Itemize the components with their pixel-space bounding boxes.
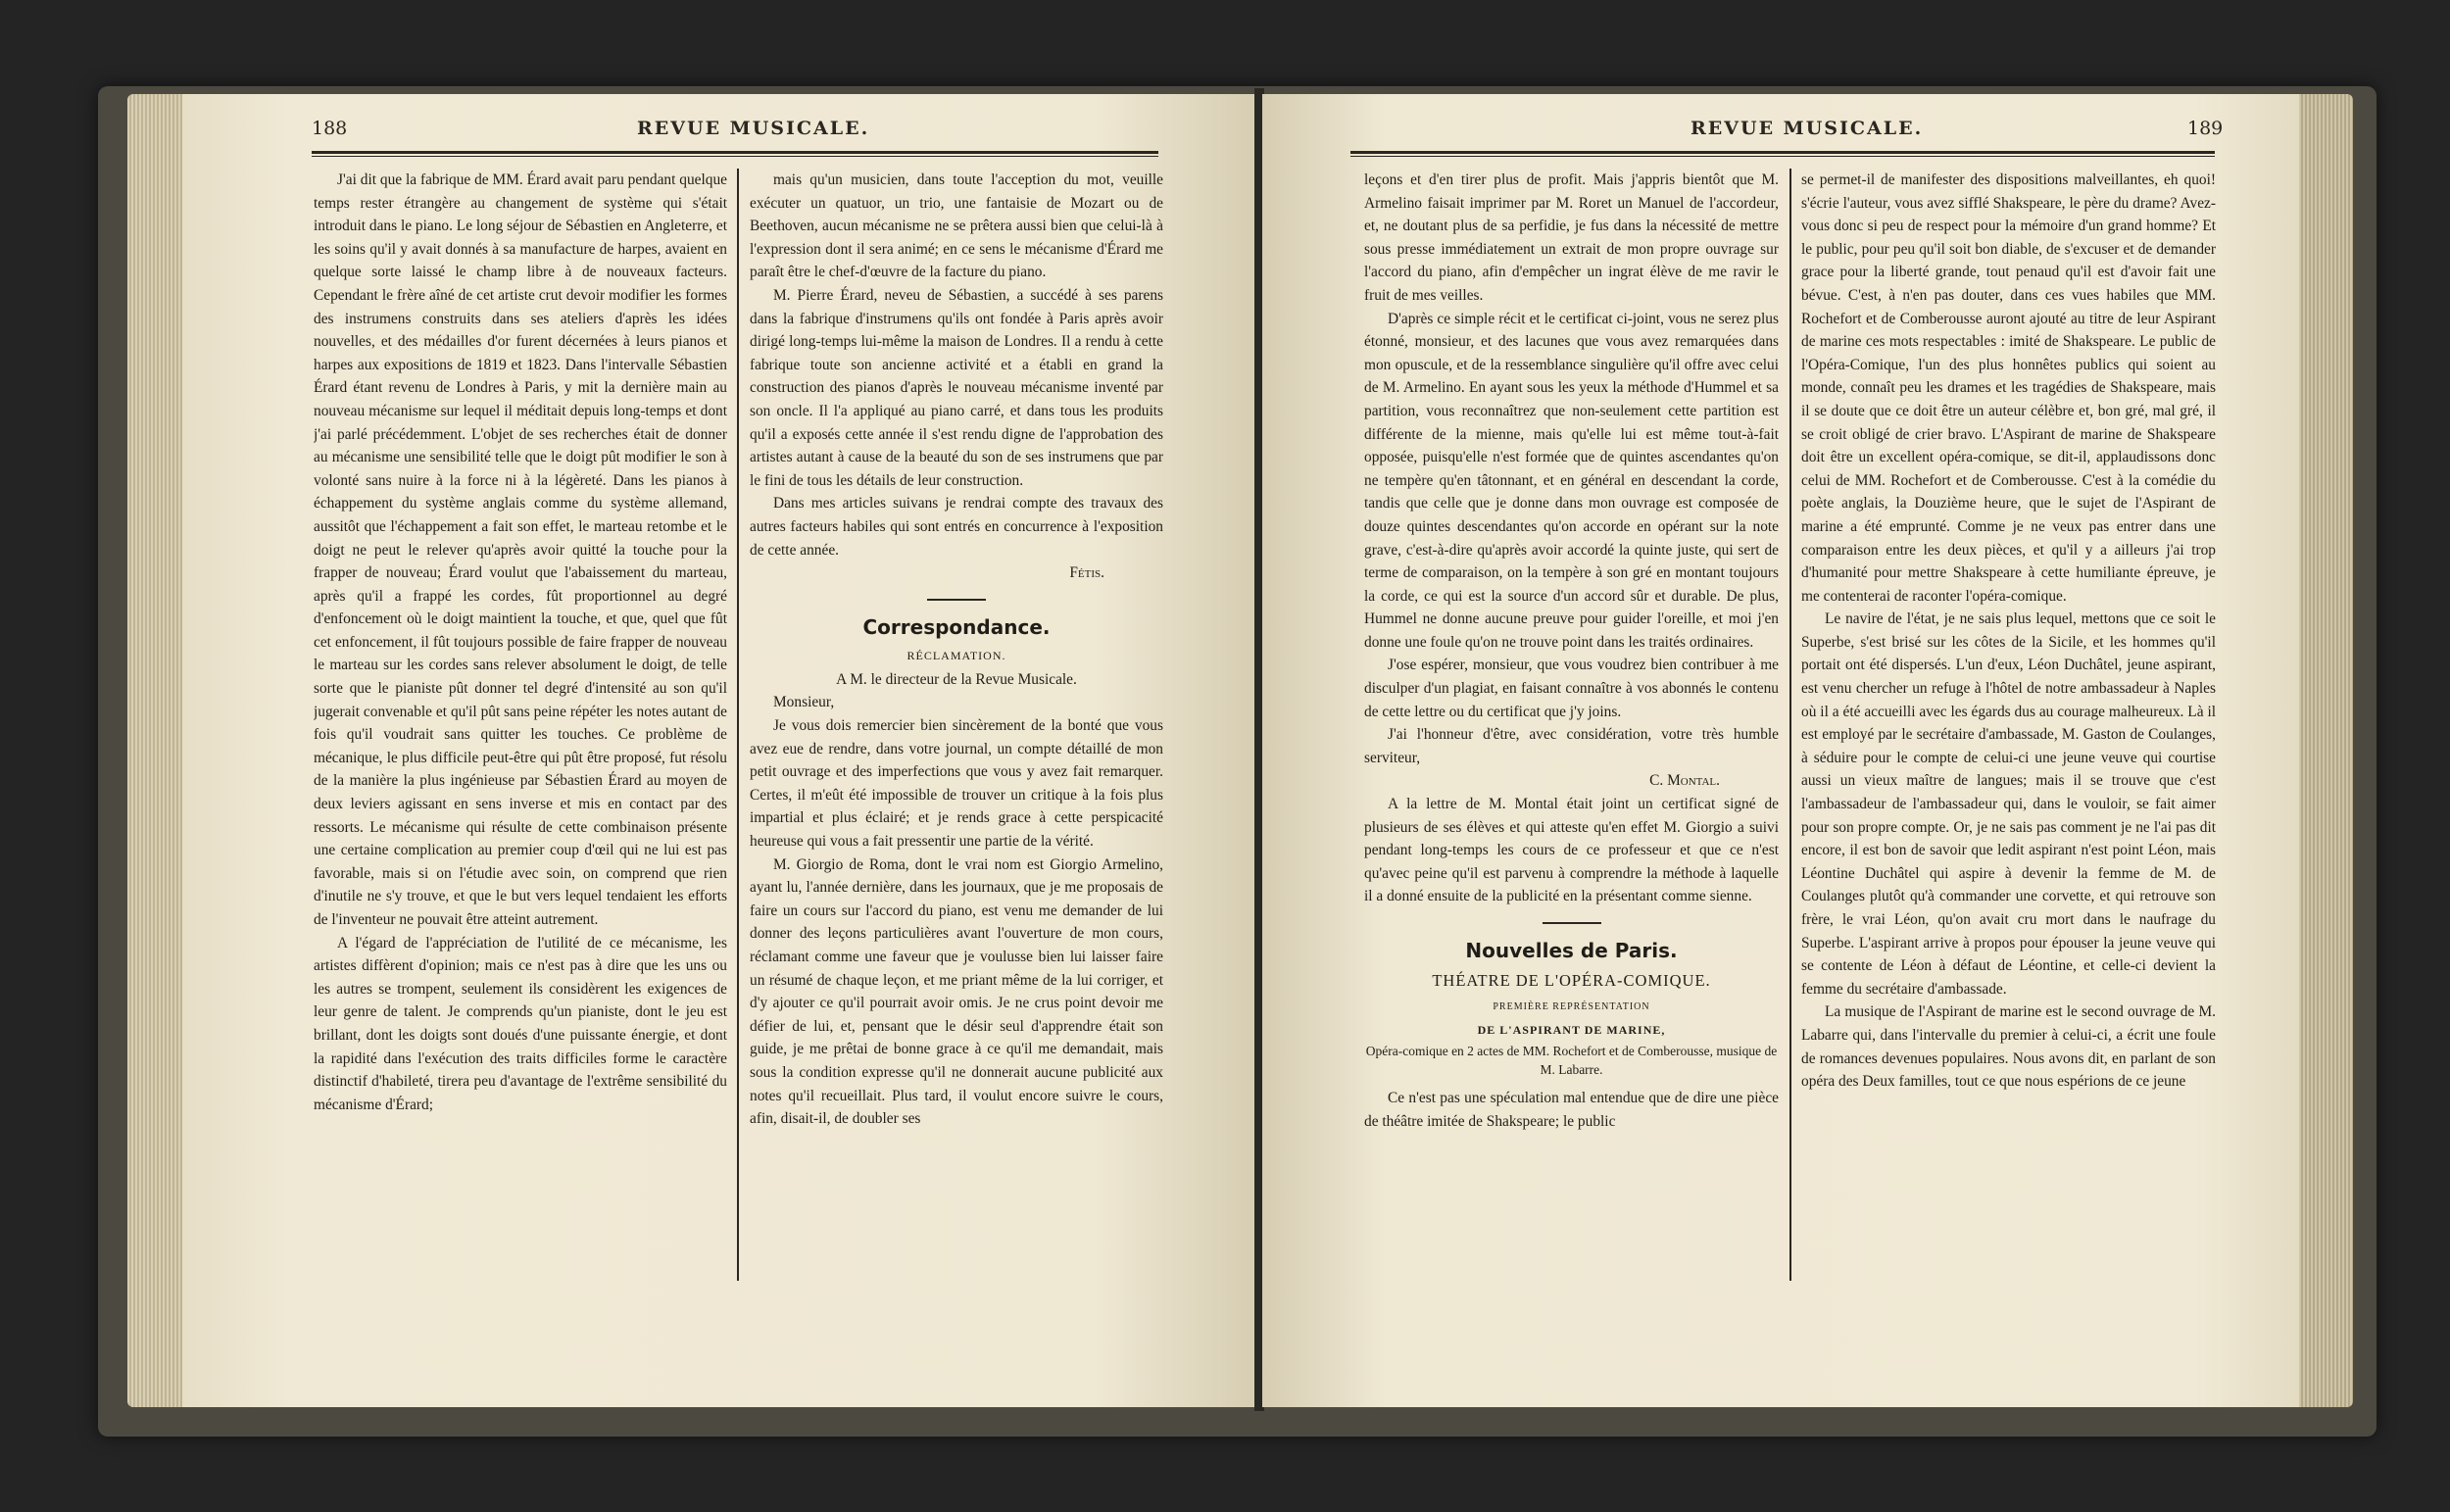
paragraph: M. Giorgio de Roma, dont le vrai nom est Giorgio Armelino, ayant lu, l'année dernière, dans les journaux, que je me proposais de faire un cours sur l'accord du piano, est venu me demander de lui donner des leçons particulières avant l'ouverture de mon cours, réclamant comme une faveur que je voulusse bien lui laisser faire un résumé de chaque leçon, et me priant même de la lui corriger, et d'y ajouter ce qu'il pourrait avoir omis. Je ne crus point devoir me défier de lui, et, pensant que le désir seul d'apprendre était son guide, je me prêtai de bonne grace à ce qu'il me demandait, mais sous la condition expresse qu'il ne donnerait aucune publicité aux notes qu'il recueillait. Plus tard, il voulut encore suivre le cours, afin, disait-il, de doubler ses — [750, 855, 1163, 1128]
section-title-correspondance: Correspondance. — [862, 614, 1051, 639]
paragraph: Le navire de l'état, je ne sais plus lequel, mettons que ce soit le Superbe, s'est brisé sur les côtes de la Sicile, et les hommes qu'il portait ont été dispersés. L'un d'eux, Léon Duchâtel, jeune aspirant, est venu chercher un refuge à l'hôtel de notre ambassadeur à Naples où il a été accueilli avec les égards dus au courage malheureux. Là il est employé par le secrétaire d'ambassade, M. Gaston de Coulanges, à séduire pour le compte de celui-ci une jeune veuve qui courtise aussi un vieux maître de langues; mais il se trouve que c'est l'ambassadeur de l'ambassadeur qui, dans le vouloir, se fait aimer pour son propre compte. Or, je ne sais pas comment je ne l'ai pas dit encore, il est bon de savoir que ledit aspirant n'est point Léon, mais Léontine Duchâtel qui aspire à devenir la femme de M. de Coulanges plutôt qu'à commander une corvette, et qui retrouve son frère, le vrai Léon, qu'on avait cru mort dans le naufrage du Superbe. L'aspirant arrive à propos pour épouser la jeune veuve qui se contente de Léon à défaut de Léontine, et celle-ci devient la femme du secrétaire d'ambassade. — [1801, 610, 2216, 998]
signature-fetis: Fétis. — [1069, 564, 1104, 582]
left-page-number: 188 — [312, 118, 348, 139]
subsection-reclamation: RÉCLAMATION. — [906, 649, 1006, 663]
paragraph: Dans mes articles suivans je rendrai compte des travaux des autres facteurs habiles qui sont entrés en concurrence à l'exposition de cette année. — [750, 495, 1163, 559]
right-column-divider — [1789, 169, 1791, 1281]
left-page-edges — [127, 94, 186, 1407]
left-column-2 — [750, 169, 1163, 1291]
right-running-head: REVUE MUSICALE. — [1690, 118, 1924, 139]
premiere-label: PREMIÈRE REPRÉSENTATION — [1493, 1001, 1650, 1013]
work-title: DE L'ASPIRANT DE MARINE, — [1477, 1022, 1666, 1037]
paragraph: J'ai l'honneur d'être, avec considération, votre très humble serviteur, — [1364, 726, 1779, 766]
right-page-number: 189 — [2187, 118, 2224, 139]
paragraph: Je vous dois remercier bien sincèrement de la bonté que vous avez eue de rendre, dans votre journal, un compte détaillé de mon petit ouvrage et des imperfections que vous y avez fait remarquer. Certes, il m'eût été impossible de trouver un critique à la fois plus impartial et plus éclairé; et je rends grace à cette perspicacité heureuse qui vous a fait pressentir une partie de la vérité. — [750, 717, 1163, 851]
paragraph: A la lettre de M. Montal était joint un certificat signé de plusieurs de ses élèves et qui atteste qu'en effet M. Giorgio a suivi pendant long-temps les cours de ce professeur et que ce n'est qu'avec peine qu'il est parvenu à comprendre la méthode à laquelle il a donné ensuite de la publicité en la présentant comme sienne. — [1364, 796, 1779, 905]
paragraph: Ce n'est pas une spéculation mal entendue que de dire une pièce de théâtre imitée de Shakspeare; le public — [1364, 1090, 1779, 1130]
left-head-rule — [312, 151, 1158, 157]
paragraph: leçons et d'en tirer plus de profit. Mais j'appris bientôt que M. Armelino faisait imprimer par M. Roret un Manuel de l'accordeur, et, ne doutant plus de sa perfidie, je fus dans la nécessité de mettre sous presse immédiatement un extrait de mon propre ouvrage sur l'accord du piano, afin d'empêcher un ingrat élève de me ravir le fruit de mes veilles. — [1364, 171, 1779, 304]
section-ornament-rule — [1543, 922, 1601, 924]
work-description: Opéra-comique en 2 actes de MM. Rochefort et de Comberousse, musique de M. Labarre. — [1365, 1044, 1778, 1078]
paragraph: La musique de l'Aspirant de marine est le second ouvrage de M. Labarre qui, dans l'intervalle du premier à celui-ci, a écrit une foule de romances devenues populaires. Nous avons dit, en parlant de son opéra des Deux familles, tout ce que nous espérions de ce jeune — [1801, 1003, 2216, 1091]
addressee-line: A M. le directeur de la Revue Musicale. — [836, 670, 1077, 688]
left-running-head: REVUE MUSICALE. — [637, 118, 870, 139]
paragraph: D'après ce simple récit et le certificat ci-joint, vous ne serez plus étonné, monsieur, et des lacunes que vous avez remarquées dans mon opuscule, et de la ressemblance singulière qu'il offre avec celui de M. Armelino. En ayant sous les yeux la méthode d'Hummel et sa partition, vous reconnaîtrez que non-seulement cette partition est différente de la mienne, mais qu'elle lui est même tout-à-fait opposée, puisqu'elle n'est formée que de quintes ascendantes qu'on ne tempère qu'en tâtonnant, et en général en descendant la corde, tandis que celle que je donne dans mon ouvrage est composée de douze quintes descendantes qu'on accorde en opérant sur la note grave, c'est-à-dire qu'après avoir accordé la quinte juste, qui sert de terme de comparaison, on la tempère à son gré en montant toujours la corde, ce qui est la source d'un accord sûr et durable. De plus, Hummel ne donne aucune preuve pour guider l'oreille, et moi j'en donne une foule qu'on ne trouve point dans les traités ordinaires. — [1364, 310, 1779, 651]
right-column-2 — [1801, 169, 2216, 1291]
right-column-1 — [1364, 169, 1779, 1291]
right-page-edges — [2299, 94, 2353, 1407]
paragraph: se permet-il de manifester des dispositions malveillantes, eh quoi! s'écrie l'auteur, vous avez sifflé Shakspeare, le père du drame? Avez-vous donc si peu de respect pour la mémoire d'un grand homme? Et le public, pour peu qu'il soit bon diable, de s'excuser et de demander grace pour la liberté grande, tout penaud qu'il est d'avoir fait une bévue. C'est, à n'en pas douter, dans ces vues habiles que MM. Rochefort et de Comberousse auront ajouté au titre de leur Aspirant de marine ces mots respectables : imité de Shakspeare. Le public de l'Opéra-Comique, l'un des plus honnêtes publics qui soient au monde, connaît peu les drames et les tragédies de Shakspeare, mais il se doute que ce doit être un auteur célèbre et, bon gré, mal gré, il se croit obligé de crier bravo. L'Aspirant de marine de Shakspeare doit être un excellent opéra-comique, se dit-il, applaudissons donc celui de MM. Rochefort et de Comberousse. C'est à la comédie du poète anglais, la Douzième heure, que le sujet de l'Aspirant de marine a été emprunté. Comme je ne veux pas entrer dans une comparaison entre les deux pièces, et qu'il y a ailleurs j'ai trop d'humanité pour mettre Shakspeare à cette humiliante épreuve, je me contenterai de raconter l'opéra-comique. — [1801, 171, 2216, 605]
section-title-nouvelles: Nouvelles de Paris. — [1465, 939, 1678, 962]
section-ornament-rule — [927, 599, 986, 601]
paragraph: J'ai dit que la fabrique de MM. Érard avait paru pendant quelque temps rester étrangère au changement de système qui s'était introduit dans le piano. Le long séjour de Sébastien en Angleterre, et les soins qu'il y avait donnés à sa manufacture de harpes, avaient en quelque sorte laissé le champ libre à de nouveaux facteurs. Cependant le frère aîné de cet artiste crut devoir modifier les formes des instrumens construits dans ses ateliers d'après les idées nouvelles, et des médailles d'or furent décernées à leurs pianos et harpes aux expositions de 1819 et 1823. Dans l'intervalle Sébastien Érard étant revenu de Londres à Paris, y mit la dernière main au nouveau mécanisme sur lequel il méditait depuis long-temps et dont j'ai parlé précédemment. L'objet de ses recherches était de donner au mécanisme une sensibilité telle que le doigt pût modifier le son à volonté sans nuire à la force ni à la légèreté. Dans les pianos à échappement du système anglais comme du système allemand, aussitôt que l'échappement a fait son effet, le marteau retombe et le doigt ne peut le relever qu'après avoir quitté la touche pour la frapper de nouveau; Érard voulut que l'abaissement du marteau, après qu'il a frappé les cordes, fût proportionnel au degré d'enfoncement où le doigt maintient la touche, et que, quel que fût cet enfoncement, il fût toujours possible de faire frapper de nouveau le marteau sur les cordes sans relever absolument le doigt, de telle sorte que le pianiste pût donner tel degré d'intensité au son qu'il jugerait convenable et qu'il pût sans peine répéter les notes autant de fois qu'il voudrait sans quitter les touches. Ce problème de mécanique, le plus difficile peut-être qui pût être proposé, fut résolu de la manière la plus ingénieuse par Sébastien Érard au moyen de deux leviers agissant en sens inverse et mis en contact par des ressorts. Le mécanisme qui résulte de cette combinaison présente une certaine complication au premier coup d'œil qui ne lui est pas favorable, mais si on l'étudie avec soin, on comprend que rien d'inutile ne s'y trouve, et que le but vers lequel tendaient les efforts de l'inventeur ne pouvait être atteint autrement. — [314, 171, 727, 928]
left-column-1 — [314, 169, 727, 1291]
paragraph: M. Pierre Érard, neveu de Sébastien, a succédé à ses parens dans la fabrique d'instrumens qu'ils ont fondée à Paris après avoir dirigé long-temps lui-même la maison de Londres. Il a rendu à cette fabrique toute son ancienne activité et a établi en grand la construction des pianos d'après le nouveau mécanisme inventé par son oncle. Il l'a appliqué au piano carré, et dans tous les produits qu'il a exposés cette année il s'est rendu digne de l'approbation des artistes autant à cause de la beauté du son de ses instrumens que par le fini de tous les détails de leur construction. — [750, 286, 1163, 489]
salutation: Monsieur, — [773, 694, 835, 711]
subsection-theatre: THÉATRE DE L'OPÉRA-COMIQUE. — [1432, 970, 1711, 990]
left-column-divider — [737, 169, 739, 1281]
signature-montal: C. Montal. — [1649, 772, 1720, 790]
paragraph: mais qu'un musicien, dans toute l'acception du mot, veuille exécuter un quatuor, un trio, une fantaisie de Mozart ou de Beethoven, aucun mécanisme ne se prêtera aussi bien que celui-là à l'expression dont il sera animé; en ce sens le mécanisme d'Érard me paraît être le chef-d'œuvre de la facture du piano. — [750, 171, 1163, 281]
right-head-rule — [1350, 151, 2215, 157]
paragraph: A l'égard de l'appréciation de l'utilité de ce mécanisme, les artistes diffèrent d'opinion; mais ce n'est pas à dire que les uns ou les autres se trompent, seulement ils considèrent les exigences de leur genre de talent. Je comprends qu'un pianiste, dont le jeu est brillant, dont les doigts sont doués d'une puissante énergie, et dont la rapidité dans l'exécution des traits difficiles forme le caractère distinctif d'habileté, tirera peu d'avantage de l'extrême sensibilité du mécanisme d'Érard; — [314, 934, 727, 1113]
paragraph: J'ose espérer, monsieur, que vous voudrez bien contribuer à me disculper d'un plagiat, en faisant connaître à vos abonnés le contenu de cette lettre ou du certificat que j'y joins. — [1364, 657, 1779, 720]
